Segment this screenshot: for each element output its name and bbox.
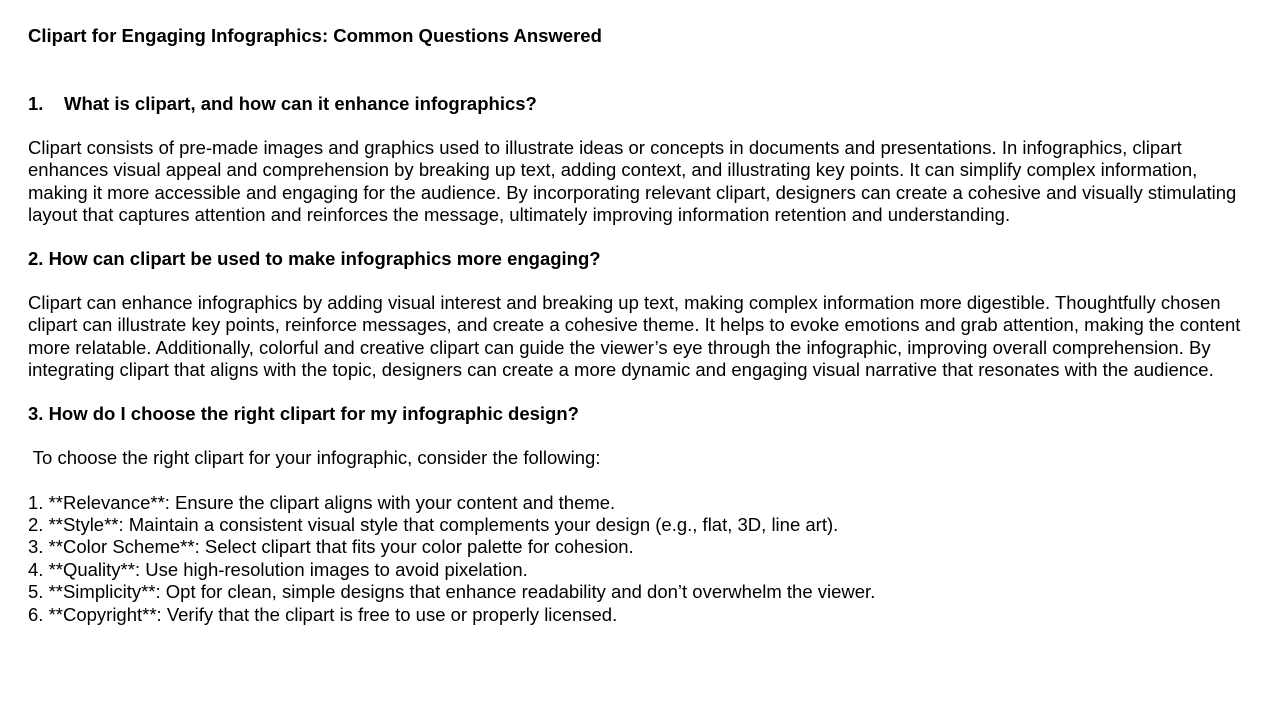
answer-1-paragraph: Clipart consists of pre-made images and graphics used to illustrate ideas or concepts in documents and presentations. In infographics, clipart enhances visual appeal and comprehension by breaking up text, adding context, and illustrating key points. It can simplify complex information, making it more accessible and engaging for the audience. By incorporating relevant clipart, designers can create a cohesive and visually stimulating layout that captures attention and reinforces the message, ultimately improving information retention and understanding. — [28, 137, 1237, 225]
question-2-heading: 2. How can clipart be used to make infographics more engaging? — [28, 248, 601, 270]
question-1-heading — [28, 93, 1258, 115]
list-item: 5. **Simplicity**: Opt for clean, simple designs that enhance readability and don’t overwhelm the viewer. — [28, 581, 876, 603]
spacer — [28, 425, 1258, 447]
answer-2-paragraph: Clipart can enhance infographics by adding visual interest and breaking up text, making complex information more digestible. Thoughtfully chosen clipart can illustrate key points, reinforce messages, and create a cohesive theme. It helps to evoke emotions and grab attention, making the content more relatable. Additionally, colorful and creative clipart can guide the viewer’s eye through the infographic, improving overall comprehension. By integrating clipart that aligns with the topic, designers can create a more dynamic and engaging visual narrative that resonates with the audience. — [28, 292, 1241, 381]
list-item: 1. **Relevance**: Ensure the clipart aligns with your content and theme. — [28, 491, 616, 513]
spacer — [28, 47, 1258, 93]
tips-list — [28, 492, 1258, 626]
question-1-number: 1. — [28, 93, 44, 114]
list-item: 3. **Color Scheme**: Select clipart that fits your color palette for cohesion. — [28, 536, 634, 558]
document-page — [28, 25, 1258, 626]
spacer — [28, 226, 1258, 248]
spacer — [28, 381, 1258, 403]
spacer — [28, 470, 1258, 492]
answer-3-intro: To choose the right clipart for your infographic, consider the following: — [28, 447, 601, 469]
question-3-heading: 3. How do I choose the right clipart for my infographic design? — [28, 403, 579, 425]
list-item: 4. **Quality**: Use high-resolution images to avoid pixelation. — [28, 558, 528, 580]
list-item: 2. **Style**: Maintain a consistent visual style that complements your design (e.g., flat, 3D, line art). — [28, 514, 839, 536]
list-item: 6. **Copyright**: Verify that the clipart is free to use or properly licensed. — [28, 603, 618, 625]
spacer — [28, 270, 1258, 292]
page-title: Clipart for Engaging Infographics: Common Questions Answered — [28, 25, 602, 46]
spacer — [28, 115, 1258, 137]
question-1-heading-text: What is clipart, and how can it enhance infographics? — [64, 93, 537, 114]
